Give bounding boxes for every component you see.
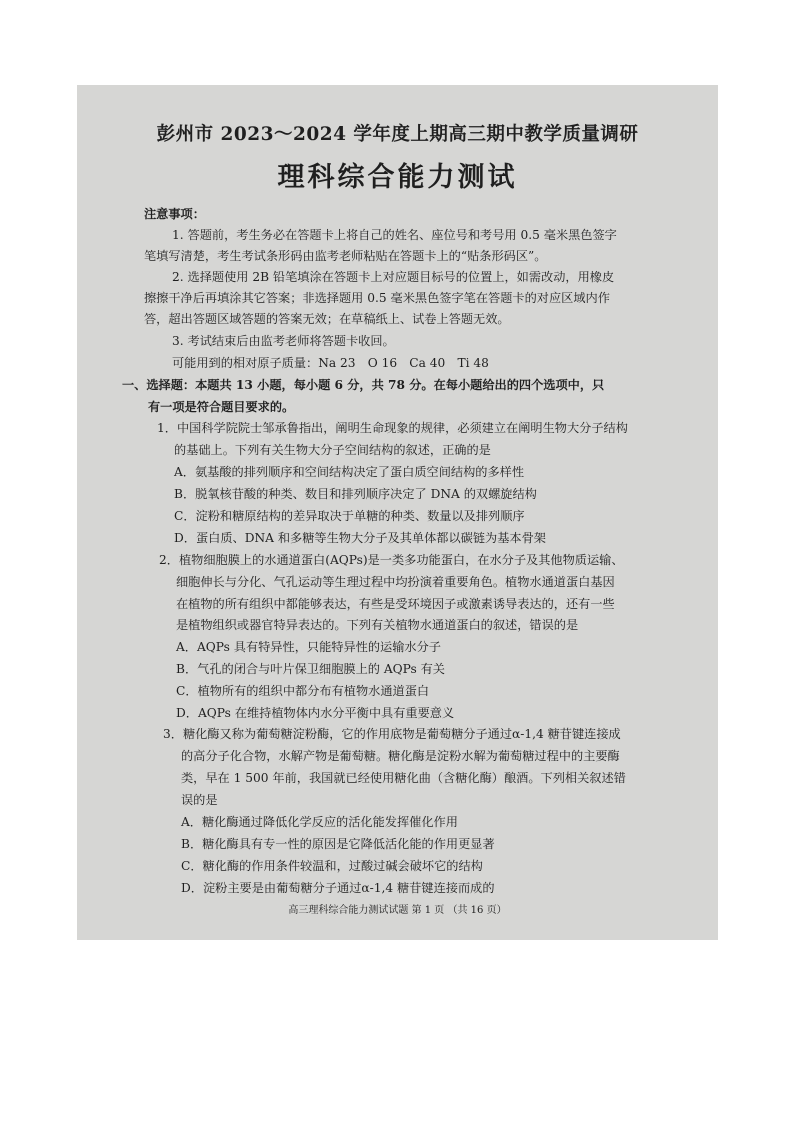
option: B．糖化酶具有专一性的原因是它降低活化能的作用更显著 (181, 837, 495, 851)
question-stem: 3．糖化酶又称为葡萄糖淀粉酶，它的作用底物是葡萄糖分子通过α-1,4 糖苷键连接成 (163, 727, 621, 741)
question-stem: 细胞伸长与分化、气孔运动等生理过程中均扮演着重要角色。植物水通道蛋白基因 (176, 575, 615, 589)
question-stem: 1．中国科学院院士邹承鲁指出，阐明生命现象的规律，必须建立在阐明生物大分子结构 (157, 421, 628, 435)
option: D．蛋白质、DNA 和多糖等生物大分子及其单体都以碳链为基本骨架 (174, 531, 546, 545)
notice-line: 笔填写清楚，考生考试条形码由监考老师粘贴在答题卡上的“贴条形码区”。 (144, 249, 547, 263)
option: B．气孔的闭合与叶片保卫细胞膜上的 AQPs 有关 (176, 662, 445, 676)
atomic-mass-line: 可能用到的相对原子质量：Na 23 O 16 Ca 40 Ti 48 (172, 356, 489, 370)
notice-heading: 注意事项： (144, 207, 205, 221)
section-heading: 一、选择题：本题共 13 小题，每小题 6 分，共 78 分。在每小题给出的四个选项中，只 (122, 378, 605, 392)
notice-line: 3. 考试结束后由监考老师将答题卡收回。 (172, 334, 395, 348)
notice-line: 1. 答题前，考生务必在答题卡上将自己的姓名、座位号和考号用 0.5 毫米黑色签字 (172, 228, 617, 242)
question-stem: 2．植物细胞膜上的水通道蛋白(AQPs)是一类多功能蛋白，在水分子及其他物质运输、 (159, 553, 624, 567)
notice-line: 擦擦干净后再填涂其它答案；非选择题用 0.5 毫米黑色签字笔在答题卡的对应区域内作 (144, 291, 610, 305)
option: A．氨基酸的排列顺序和空间结构决定了蛋白质空间结构的多样性 (174, 465, 525, 479)
option: A．糖化酶通过降低化学反应的活化能发挥催化作用 (181, 815, 458, 829)
question-stem: 是植物组织或器官特异表达的。下列有关植物水通道蛋白的叙述，错误的是 (176, 618, 579, 632)
option: D．淀粉主要是由葡萄糖分子通过α-1,4 糖苷键连接而成的 (181, 881, 495, 895)
question-stem: 的高分子化合物，水解产物是葡萄糖。糖化酶是淀粉水解为葡萄糖过程中的主要酶 (181, 749, 620, 763)
option: A．AQPs 具有特异性，只能特异性的运输水分子 (176, 640, 441, 654)
exam-subtitle: 理科综合能力测试 (277, 162, 518, 193)
option: C．淀粉和糖原结构的差异取决于单糖的种类、数量以及排列顺序 (174, 509, 525, 523)
option: C．糖化酶的作用条件较温和，过酸过碱会破坏它的结构 (181, 859, 483, 873)
option: B．脱氧核苷酸的种类、数目和排列顺序决定了 DNA 的双螺旋结构 (174, 487, 537, 501)
question-stem: 的基础上。下列有关生物大分子空间结构的叙述，正确的是 (174, 443, 491, 457)
exam-title: 彭州市 2023～2024 学年度上期高三期中教学质量调研 (156, 124, 639, 145)
notice-line: 答，超出答题区域答题的答案无效；在草稿纸上、试卷上答题无效。 (144, 312, 510, 326)
exam-page (77, 85, 718, 940)
question-stem: 类，早在 1 500 年前，我国就已经使用糖化曲（含糖化酶）酿酒。下列相关叙述错 (181, 771, 626, 785)
question-stem: 在植物的所有组织中都能够表达，有些是受环境因子或激素诱导表达的，还有一些 (176, 597, 615, 611)
page-footer: 高三理科综合能力测试试题 第 1 页 （共 16 页） (288, 905, 507, 916)
question-stem: 误的是 (181, 793, 218, 807)
option: D．AQPs 在维持植物体内水分平衡中具有重要意义 (176, 706, 455, 720)
notice-line: 2. 选择题使用 2B 铅笔填涂在答题卡上对应题目标号的位置上，如需改动，用橡皮 (172, 270, 615, 284)
section-heading-cont: 有一项是符合题目要求的。 (148, 400, 295, 414)
option: C．植物所有的组织中都分布有植物水通道蛋白 (176, 684, 430, 698)
